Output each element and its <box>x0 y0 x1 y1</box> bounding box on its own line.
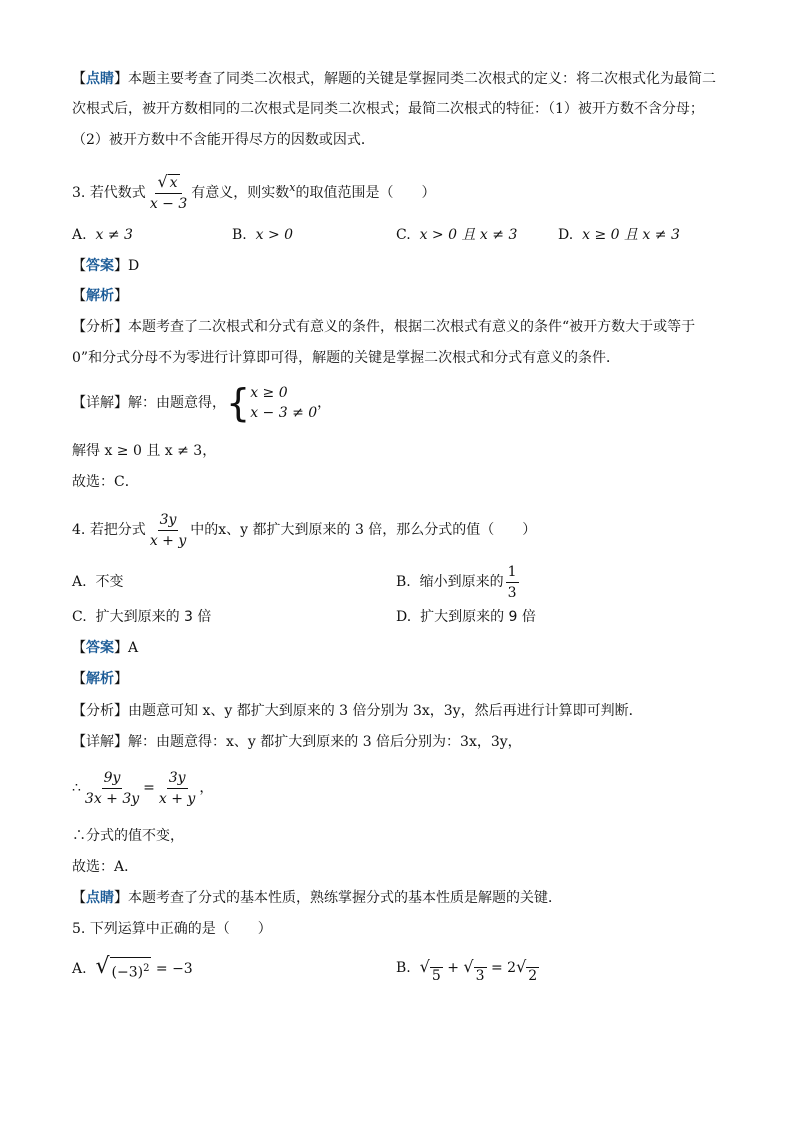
q4-dianjing: 【点睛】本题考查了分式的基本性质，熟练掌握分式的基本性质是解题的关键． <box>72 890 562 906</box>
dianjing-para-line3: （2）被开方数中不含能开得尽方的因数或因式． <box>72 132 375 148</box>
q3-answer: 【答案】D <box>72 258 140 274</box>
q5-option-b: B. √ 5 + √ 3 = 2 √ 2 <box>396 957 538 984</box>
q3-solve: 解得 x ≥ 0 且 x ≠ 3， <box>72 443 217 459</box>
dianjing-para-line1: 【点睛】本题主要考查了同类二次根式，解题的关键是掌握同类二次根式的定义：将二次根式化为最简二 <box>72 71 716 87</box>
q3-fraction: √ x x − 3 <box>149 172 188 212</box>
q3-fenxi-line2: 0”和分式分母不为零进行计算即可得，解题的关键是掌握二次根式和分式有意义的条件． <box>72 350 621 366</box>
q3-option-c: C. x > 0 且 x ≠ 3 <box>396 227 518 243</box>
q4-answer: 【答案】A <box>72 640 139 656</box>
dianjing-para-line2: 次根式后，被开方数相同的二次根式是同类二次根式；最简二次根式的特征：（1）被开方数不含分母； <box>72 101 704 117</box>
q3-choose: 故选：C． <box>72 474 139 490</box>
q3-analysis-tag: 【解析】 <box>72 288 128 304</box>
dianjing-tag: 【点睛】 <box>72 71 128 87</box>
q4-fenxi: 【分析】由题意可知 x、y 都扩大到原来的 3 倍分别为 3x，3y，然后再进行计算即可判断． <box>72 703 643 719</box>
q3-option-b: B. x > 0 <box>232 227 294 243</box>
q5-stem: 5. 下列运算中正确的是（ ） <box>72 921 272 937</box>
q3-fenxi-line1: 【分析】本题考查了二次根式和分式有意义的条件，根据二次根式有意义的条件“被开方数大于或等于 <box>72 319 696 335</box>
q4-option-a: A. 不变 <box>72 574 124 590</box>
q4-conclusion: ∴分式的值不变， <box>72 828 184 844</box>
q4-equation: ∴ $\frac{9y}{3x + 3y}$ = $\frac{3y}{x + y}$ ， <box>72 769 214 807</box>
q3-option-d: D. x ≥ 0 且 x ≠ 3 <box>558 227 680 243</box>
q4-option-d: D. 扩大到原来的 9 倍 <box>396 609 536 625</box>
q4-fraction: $\frac{3y}{x + y}$ <box>149 511 187 549</box>
q3-stem: 3. 若代数式 √ x x − 3 有意义，则实数$^x$的取值范围是（ ） <box>72 172 436 212</box>
inequality-system: x ≥ 0 x − 3 ≠ 0 <box>250 385 318 421</box>
q3-xiangjie: 【详解】解：由题意得，{ x ≥ 0 x − 3 ≠ 0 ， <box>72 381 332 425</box>
q4-xiangjie: 【详解】解：由题意得：x、y 都扩大到原来的 3 倍后分别为：3x，3y， <box>72 734 522 750</box>
q4-choose: 故选：A． <box>72 859 139 875</box>
q4-option-c: C. 扩大到原来的 3 倍 <box>72 609 212 625</box>
q4-analysis-tag: 【解析】 <box>72 671 128 687</box>
q4-option-b: B. 缩小到原来的 $\frac{1}{3}$ <box>396 563 517 601</box>
q5-option-a: A. √ $(-3)^2$ = −3 <box>72 950 193 986</box>
q4-stem: 4. 若把分式 $\frac{3y}{x + y}$ 中的x、y 都扩大到原来的 3 倍，那么分式的值（ ） <box>72 511 537 549</box>
q3-option-a: A. x ≠ 3 <box>72 227 133 243</box>
system-brace: { <box>226 381 251 425</box>
